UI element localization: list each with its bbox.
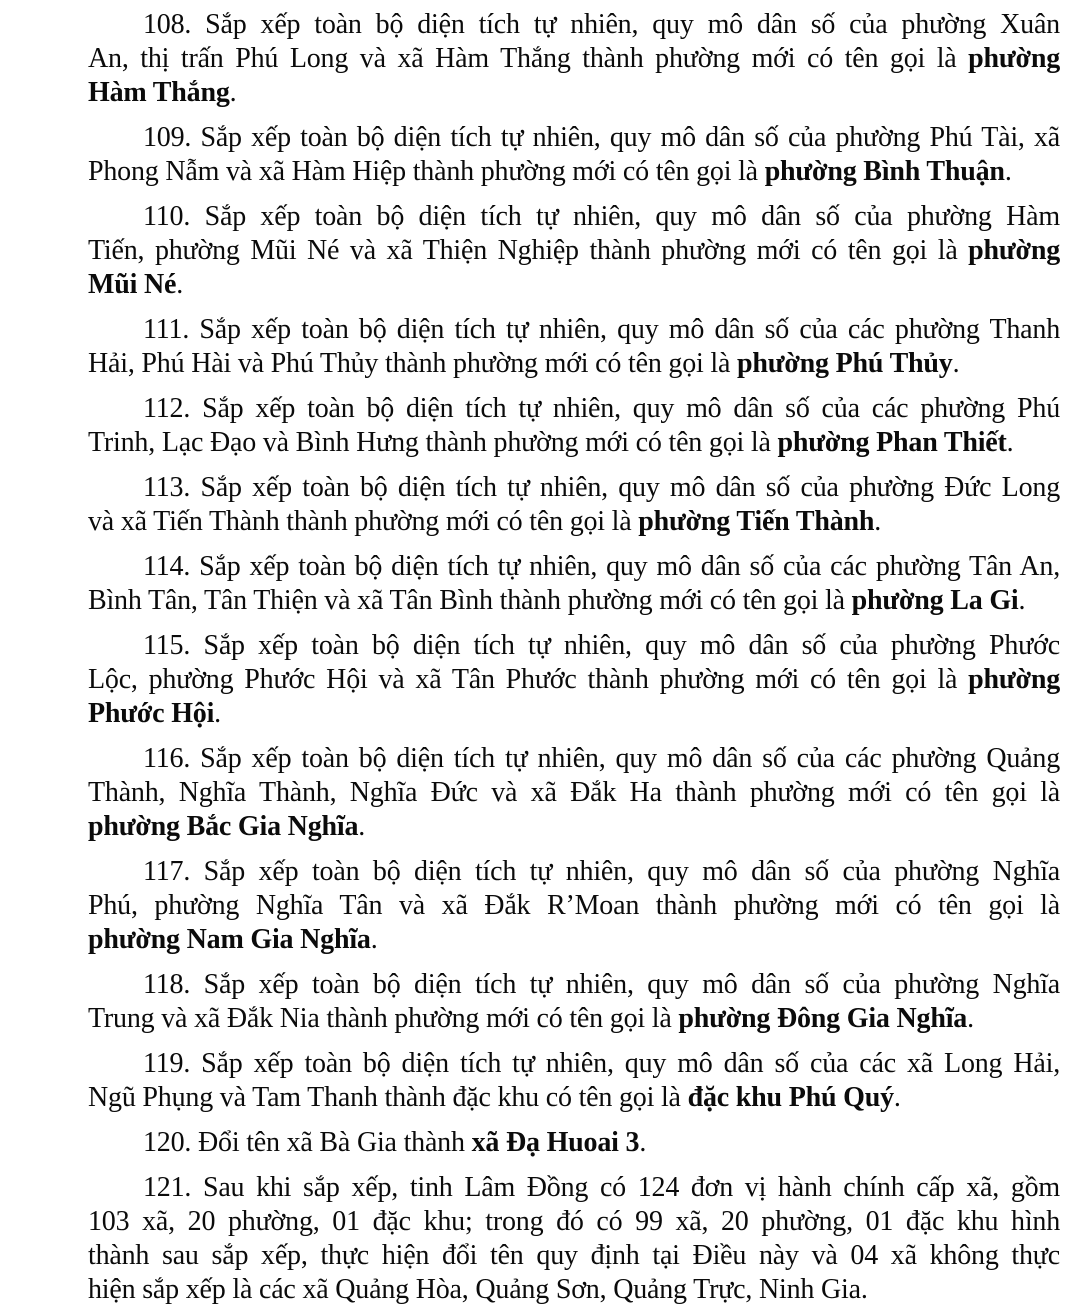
text-run: . (176, 269, 184, 300)
text-line (88, 505, 1060, 539)
new-unit-name: phường Bình Thuận (764, 156, 1005, 187)
text-line (88, 968, 1060, 1002)
text-line (88, 855, 1060, 889)
text-line (88, 313, 1060, 347)
text-line (88, 1126, 1060, 1160)
text-run: 108. Sắp xếp toàn bộ diện tích tự nhiên, quy mô dân số của phường Xuân (143, 9, 1060, 40)
text-line (88, 629, 1060, 663)
text-run: hiện sắp xếp là các xã Quảng Hòa, Quảng Sơn, Quảng Trực, Ninh Gia. (88, 1274, 868, 1305)
text-line (88, 347, 1060, 381)
text-line (88, 810, 1060, 844)
text-line (88, 200, 1060, 234)
text-run: . (1004, 156, 1012, 187)
paragraph-109 (88, 121, 1060, 189)
text-run: 109. Sắp xếp toàn bộ diện tích tự nhiên, quy mô dân số của phường Phú Tài, xã (143, 122, 1060, 153)
text-run: 121. Sau khi sắp xếp, tinh Lâm Đồng có 124 đơn vị hành chính cấp xã, gồm (143, 1172, 1060, 1203)
text-line (88, 121, 1060, 155)
text-run: 111. Sắp xếp toàn bộ diện tích tự nhiên, quy mô dân số của các phường Thanh (143, 314, 1060, 345)
text-run: . (967, 1003, 974, 1034)
new-unit-name: đặc khu Phú Quý (687, 1082, 894, 1113)
text-line (88, 742, 1060, 776)
text-line (88, 584, 1060, 618)
text-run: 119. Sắp xếp toàn bộ diện tích tự nhiên, quy mô dân số của các xã Long Hải, (143, 1048, 1060, 1079)
text-run: . (214, 698, 221, 729)
text-run: Ngũ Phụng và Tam Thanh thành đặc khu có tên gọi là (88, 1082, 688, 1113)
text-run: Tiến, phường Mũi Né và xã Thiện Nghiệp thành phường mới có tên gọi là (88, 235, 969, 266)
text-line (88, 776, 1060, 810)
text-run: . (952, 348, 960, 379)
text-run: Phú, phường Nghĩa Tân và xã Đắk R’Moan thành phường mới có tên gọi là (88, 890, 1060, 921)
text-run: 120. Đổi tên xã Bà Gia thành (143, 1127, 472, 1158)
text-line (88, 392, 1060, 426)
text-run: 110. Sắp xếp toàn bộ diện tích tự nhiên, quy mô dân số của phường Hàm (143, 201, 1060, 232)
paragraph-115 (88, 629, 1060, 731)
text-line (88, 426, 1060, 460)
text-run: Trung và xã Đắk Nia thành phường mới có tên gọi là (88, 1003, 679, 1034)
new-unit-name: phường (968, 43, 1060, 74)
text-run: 118. Sắp xếp toàn bộ diện tích tự nhiên, quy mô dân số của phường Nghĩa (143, 969, 1060, 1000)
text-line (88, 663, 1060, 697)
text-run: và xã Tiến Thành thành phường mới có tên gọi là (88, 506, 639, 537)
text-run: Hải, Phú Hài và Phú Thủy thành phường mới có tên gọi là (88, 348, 738, 379)
text-line (88, 923, 1060, 957)
text-line (88, 1273, 1060, 1307)
text-line (88, 1239, 1060, 1273)
paragraph-110 (88, 200, 1060, 302)
text-line (88, 42, 1060, 76)
text-run: thành sau sắp xếp, thực hiện đổi tên quy định tại Điều này và 04 xã không thực (88, 1240, 1060, 1271)
new-unit-name: Hàm Thắng (88, 77, 230, 108)
text-run: . (1018, 585, 1026, 616)
text-line (88, 1081, 1060, 1115)
text-line (88, 889, 1060, 923)
text-line (88, 1002, 1060, 1036)
new-unit-name: xã Đạ Huoai 3 (471, 1127, 640, 1158)
text-run: . (370, 924, 378, 955)
text-line (88, 471, 1060, 505)
text-line (88, 1205, 1060, 1239)
text-line (88, 234, 1060, 268)
text-run: Lộc, phường Phước Hội và xã Tân Phước thành phường mới có tên gọi là (88, 664, 969, 695)
new-unit-name: phường (968, 664, 1060, 695)
text-run: 117. Sắp xếp toàn bộ diện tích tự nhiên, quy mô dân số của phường Nghĩa (143, 856, 1060, 887)
text-run: Phong Nẫm và xã Hàm Hiệp thành phường mới có tên gọi là (88, 156, 765, 187)
text-run: Bình Tân, Tân Thiện và xã Tân Bình thành phường mới có tên gọi là (88, 585, 852, 616)
paragraph-121 (88, 1171, 1060, 1307)
new-unit-name: phường Nam Gia Nghĩa (88, 924, 371, 955)
text-run: . (229, 77, 237, 108)
text-run: 112. Sắp xếp toàn bộ diện tích tự nhiên, quy mô dân số của các phường Phú (143, 393, 1060, 424)
text-run: . (358, 811, 366, 842)
paragraph-114 (88, 550, 1060, 618)
new-unit-name: phường La Gi (851, 585, 1019, 616)
new-unit-name: phường (968, 235, 1060, 266)
paragraph-120 (88, 1126, 1060, 1160)
paragraph-117 (88, 855, 1060, 957)
text-line (88, 268, 1060, 302)
text-run: 103 xã, 20 phường, 01 đặc khu; trong đó có 99 xã, 20 phường, 01 đặc khu hình (88, 1206, 1060, 1237)
paragraph-111 (88, 313, 1060, 381)
text-run: . (1006, 427, 1014, 458)
paragraph-113 (88, 471, 1060, 539)
text-line (88, 697, 1060, 731)
text-run: 113. Sắp xếp toàn bộ diện tích tự nhiên, quy mô dân số của phường Đức Long (143, 472, 1060, 503)
text-run: 114. Sắp xếp toàn bộ diện tích tự nhiên, quy mô dân số của các phường Tân An, (143, 551, 1060, 582)
text-line (88, 550, 1060, 584)
paragraph-118 (88, 968, 1060, 1036)
new-unit-name: phường Tiến Thành (638, 506, 875, 537)
text-run: 115. Sắp xếp toàn bộ diện tích tự nhiên, quy mô dân số của phường Phước (143, 630, 1060, 661)
text-run: Thành, Nghĩa Thành, Nghĩa Đức và xã Đắk Ha thành phường mới có tên gọi là (88, 777, 1060, 808)
text-run: . (874, 506, 882, 537)
text-run: An, thị trấn Phú Long và xã Hàm Thắng thành phường mới có tên gọi là (88, 43, 969, 74)
new-unit-name: Phước Hội (88, 698, 215, 729)
text-line (88, 155, 1060, 189)
paragraph-112 (88, 392, 1060, 460)
new-unit-name: phường Phan Thiết (777, 427, 1007, 458)
text-line (88, 8, 1060, 42)
new-unit-name: Mũi Né (88, 269, 177, 300)
text-run: 116. Sắp xếp toàn bộ diện tích tự nhiên, quy mô dân số của các phường Quảng (143, 743, 1060, 774)
text-run: . (639, 1127, 647, 1158)
text-run: Trinh, Lạc Đạo và Bình Hưng thành phường mới có tên gọi là (88, 427, 778, 458)
new-unit-name: phường Phú Thủy (737, 348, 953, 379)
text-line (88, 76, 1060, 110)
new-unit-name: phường Bắc Gia Nghĩa (88, 811, 359, 842)
paragraph-119 (88, 1047, 1060, 1115)
new-unit-name: phường Đông Gia Nghĩa (678, 1003, 968, 1034)
text-line (88, 1171, 1060, 1205)
text-run: . (893, 1082, 901, 1113)
paragraph-108 (88, 8, 1060, 110)
paragraph-116 (88, 742, 1060, 844)
text-line (88, 1047, 1060, 1081)
